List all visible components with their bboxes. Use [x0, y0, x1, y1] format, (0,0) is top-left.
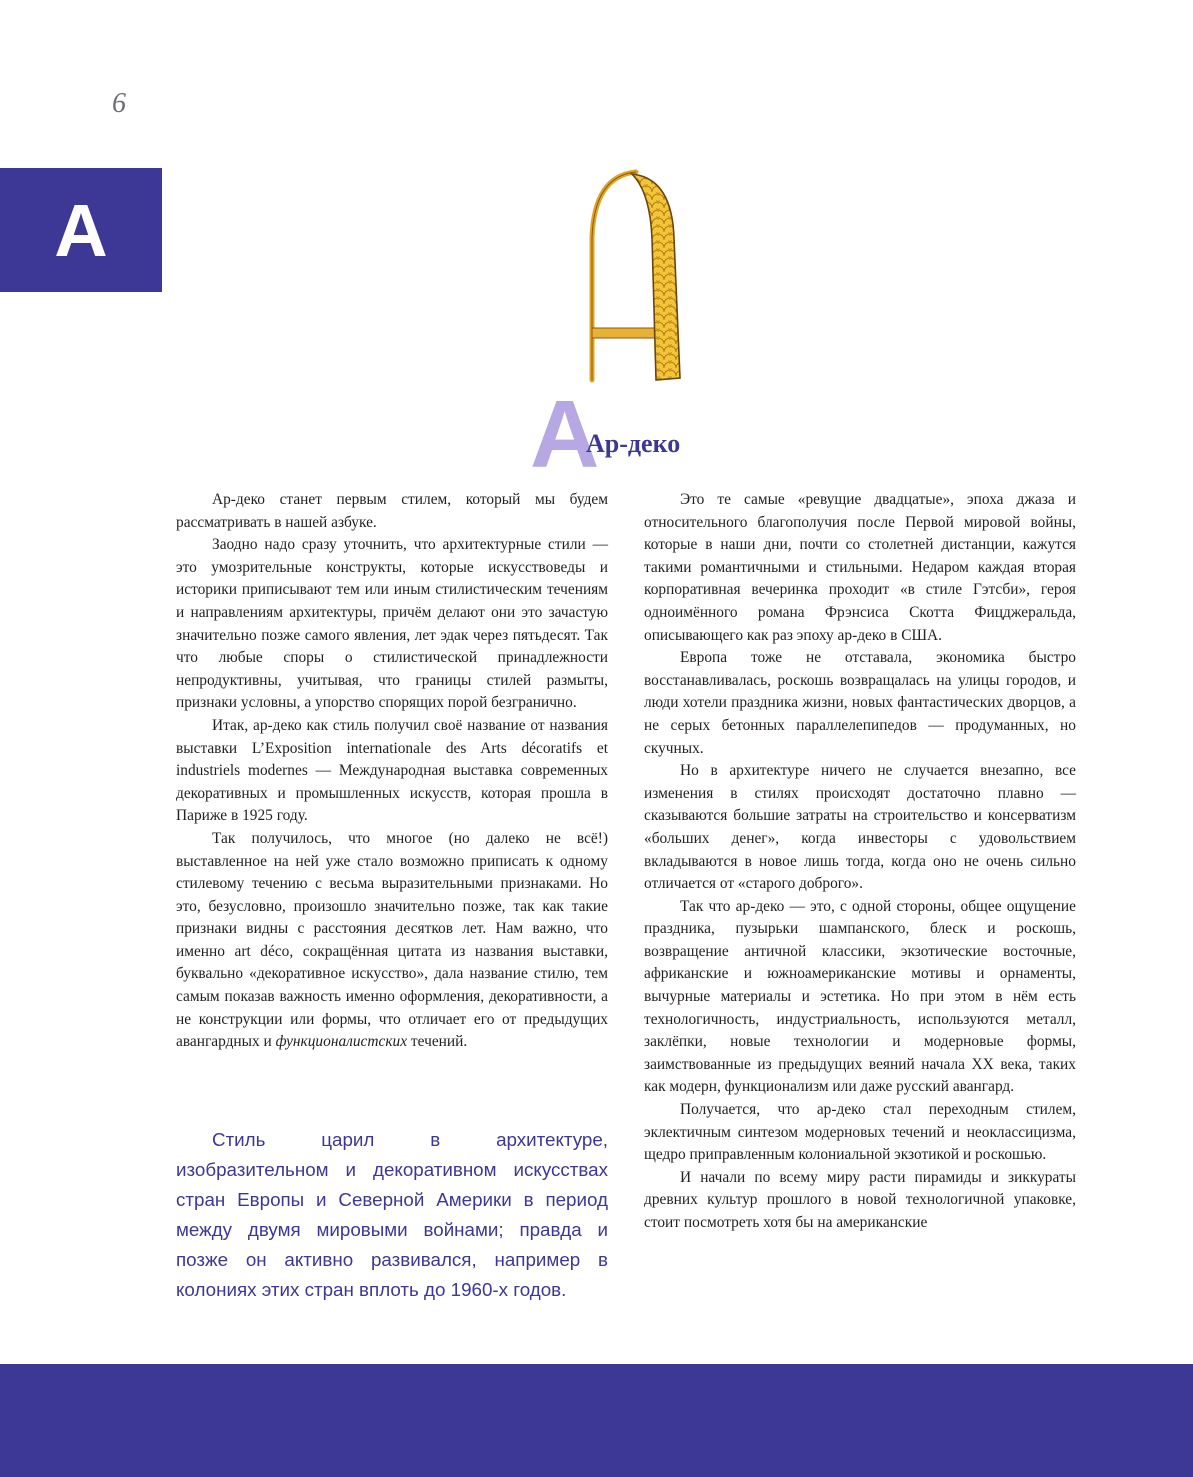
paragraph: Заодно надо сразу уточнить, что архитектурные стили — это умозрительные конструкты, которые искусствоведы и историки приписывают тем или иным стилистическим течениям и направлениям архитектуры, причём делают они это зачастую значительно позже самого явления, лет эдак через пятьдесят. Так что любые споры о стилистической принадлежности непродуктивны, учитывая, что границы стилей размыты, признаки условны, а упорство спорящих порой безгранично.	[176, 536, 608, 712]
ornamental-letter-a-icon	[580, 168, 692, 384]
page-number: 6	[112, 88, 126, 119]
italic-term: функционалистских	[275, 1033, 408, 1051]
pull-quote	[176, 1125, 608, 1305]
paragraph: Получается, что ар-деко стал переходным стилем, эклектичным синтезом модерновых течений и неоклассицизма, щедро приправленным колониальной экзотикой и роскошью.	[644, 1101, 1076, 1164]
paragraph: Но в архитектуре ничего не случается внезапно, все изменения в стилях происходят достаточно плавно — сказываются большие затраты на строительство и консерватизм «больших денег», когда инвесторы с удовольствием вкладываются в новое лишь тогда, когда оно не очень сильно отличается от «старого доброго».	[644, 762, 1076, 893]
left-text-column	[176, 489, 608, 1054]
paragraph: Это те самые «ревущие двадцатые», эпоха джаза и относительного благополучия после Первой мировой войны, которые в наши дни, почти со столетней дистанции, кажутся такими романтичными и стильными. Недаром каждая вторая корпоративная вечеринка проходит «в стиле Гэтсби», героя одноимённого романа Фрэнсиса Скотта Фицджеральда, описывающего как раз эпоху ар-деко в США.	[644, 491, 1076, 644]
paragraph: Так что ар-деко — это, с одной стороны, общее ощущение праздника, пузырьки шампанского, блеск и роскошь, возвращение античной классики, экзотические восточные, африканские и южноамериканские мотивы и орнаменты, вычурные материалы и эстетика. Но при этом в нём есть технологичность, индустриальность, используются металл, заклёпки, новые технологии и модерновые формы, заимствованные из предыдущих веяний начала XX века, таких как модерн, функционализм или даже русский авангард.	[644, 897, 1076, 1096]
paragraph-tail: течений.	[407, 1033, 468, 1051]
pull-quote-text: Стиль царил в архитектуре, изобразительном и декоративном искусствах стран Европы и Северной Америки в период между двумя мировыми войнами; правда и позже он активно развивался, например в колониях этих стран вплоть до 1960-х годов.	[176, 1129, 608, 1300]
footer-color-band	[0, 1364, 1193, 1477]
paragraph	[176, 828, 608, 1054]
chapter-title: Ар-деко	[586, 429, 681, 458]
paragraph: Европа тоже не отставала, экономика быстро восстанавливалась, роскошь возвращалась на улицы городов, и люди хотели праздника жизни, новых фантастических дворцов, а не серых бетонных параллелепипедов — продуманных, но скучных.	[644, 649, 1076, 757]
paragraph: Итак, ар-деко как стиль получил своё название от названия выставки L’Exposition internationale des Arts décoratifs et industriels modernes — Международная выставка современных декоративных и промышленных искусств, которая прошла в Париже в 1925 году.	[176, 716, 608, 825]
section-letter: А	[54, 188, 108, 272]
paragraph: И начали по всему миру расти пирамиды и зиккураты древних культур прошлого в новой технологичной упаковке, стоит посмотреть хотя бы на американские	[644, 1168, 1076, 1231]
paragraph: Ар-деко станет первым стилем, который мы будем рассматривать в нашей азбуке.	[176, 491, 608, 531]
paragraph-text: Так получилось, что многое (но далеко не всё!) выставленное на ней уже стало возможно приписать к одному стилевому течению с весьма выразительными признаками. Но это, безусловно, произошло значительно позже, так как такие признаки видны с расстояния десятков лет. Нам важно, что именно art déco, сокращённая цитата из названия выставки, буквально «декоративное искусство», дала название стилю, тем самым показав важность именно оформления, декоративности, а не конструкции или формы, что отличает его от предыдущих авангардных и	[176, 829, 608, 1051]
chapter-heading	[526, 381, 776, 488]
right-text-column	[644, 489, 1076, 1235]
section-letter-tab	[0, 168, 162, 292]
heading-initial-letter: А	[530, 381, 600, 488]
